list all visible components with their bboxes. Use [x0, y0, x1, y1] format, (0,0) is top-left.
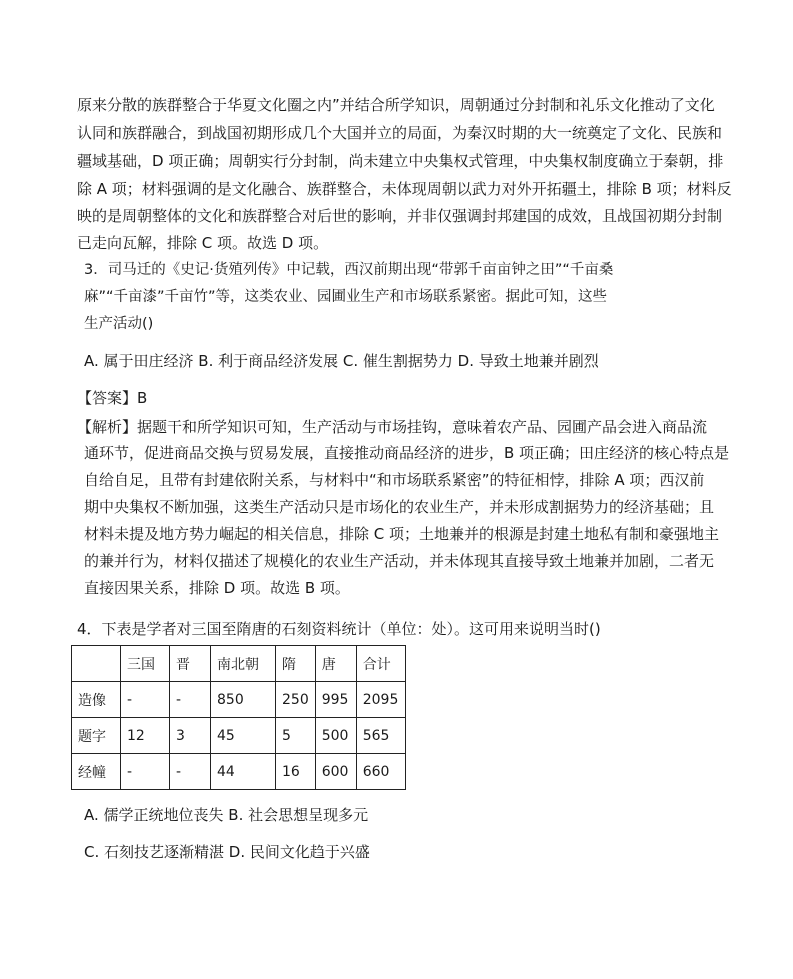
table-row-label: 题字 — [72, 718, 121, 754]
table-cell: - — [170, 754, 211, 790]
table-cell: 565 — [356, 718, 405, 754]
text-line: 原来分散的族群整合于华夏文化圈之内”并结合所学知识，周朝通过分封制和礼乐文化推动了文化 — [77, 96, 715, 114]
table-row-label: 造像 — [72, 682, 121, 718]
answer-key: 【答案】B — [77, 389, 148, 407]
text-line: 除 A 项；材料强调的是文化融合、族群整合，未体现周朝以武力对外开拓疆土，排除 B 项；材料反 — [77, 180, 732, 198]
answer-options: A. 属于田庄经济 B. 利于商品经济发展 C. 催生割据势力 D. 导致土地兼并剧烈 — [84, 352, 599, 370]
table-cell: 995 — [315, 682, 356, 718]
table-row — [72, 682, 406, 718]
table-cell: 44 — [211, 754, 276, 790]
table-header-row — [72, 646, 406, 682]
table-row-label: 经幢 — [72, 754, 121, 790]
question-stem: 生产活动() — [84, 316, 154, 332]
table-header-cell: 隋 — [276, 646, 316, 682]
text-line: 疆域基础，D 项正确；周朝实行分封制，尚未建立中央集权式管理，中央集权制度确立于秦朝，排 — [77, 152, 724, 170]
table-cell: 250 — [276, 682, 316, 718]
table-header-cell: 南北朝 — [211, 646, 276, 682]
table-cell: - — [121, 682, 170, 718]
table-cell: - — [121, 754, 170, 790]
table-cell: 3 — [170, 718, 211, 754]
table-cell: 2095 — [356, 682, 405, 718]
table-row — [72, 718, 406, 754]
table-header-cell: 晋 — [170, 646, 211, 682]
analysis-text: 自给自足，且带有封建依附关系，与材料中“和市场联系紧密”的特征相悖，排除 A 项；西汉前 — [84, 471, 705, 489]
answer-options: A. 儒学正统地位丧失 B. 社会思想呈现多元 — [84, 806, 369, 824]
table-header-cell — [72, 646, 121, 682]
analysis-text: 通环节，促进商品交换与贸易发展，直接推动商品经济的进步，B 项正确；田庄经济的核心特点是 — [84, 444, 730, 462]
table-cell: 850 — [211, 682, 276, 718]
table-header-cell: 合计 — [356, 646, 405, 682]
table-cell: 600 — [315, 754, 356, 790]
table-cell: - — [170, 682, 211, 718]
table-header-cell: 唐 — [315, 646, 356, 682]
table-cell: 660 — [356, 754, 405, 790]
analysis-text: 期中央集权不断加强，这类生产活动只是市场化的农业生产，并未形成割据势力的经济基础；且 — [84, 498, 715, 516]
table-cell: 500 — [315, 718, 356, 754]
text-line: 认同和族群融合，到战国初期形成几个大国并立的局面，为秦汉时期的大一统奠定了文化、民族和 — [77, 124, 723, 142]
analysis-text: 【解析】据题干和所学知识可知，生产活动与市场挂钩，意味着农产品、园圃产品会进入商品流 — [77, 418, 708, 436]
question-stem: 4．下表是学者对三国至隋唐的石刻资料统计（单位：处）。这可用来说明当时() — [77, 620, 601, 638]
table-cell: 45 — [211, 718, 276, 754]
text-line: 已走向瓦解，排除 C 项。故选 D 项。 — [77, 234, 329, 252]
analysis-text: 的兼并行为，材料仅描述了规模化的农业生产活动，并未体现其直接导致土地兼并加剧，二者无 — [84, 552, 715, 570]
table-cell: 12 — [121, 718, 170, 754]
stone-inscription-table — [71, 645, 406, 790]
text-line: 映的是周朝整体的文化和族群整合对后世的影响，并非仅强调封邦建国的成效，且战国初期分封制 — [77, 207, 723, 225]
table-cell: 5 — [276, 718, 316, 754]
question-stem: 麻”“千亩漆”千亩竹”等，这类农业、园圃业生产和市场联系紧密。据此可知，这些 — [84, 289, 608, 305]
analysis-text: 材料未提及地方势力崛起的相关信息，排除 C 项；土地兼并的根源是封建土地私有制和豪强地主 — [84, 525, 720, 543]
table-header-cell: 三国 — [121, 646, 170, 682]
analysis-text: 直接因果关系，排除 D 项。故选 B 项。 — [84, 579, 350, 597]
table-row — [72, 754, 406, 790]
answer-options: C. 石刻技艺逐渐精湛 D. 民间文化趋于兴盛 — [84, 843, 370, 861]
table-cell: 16 — [276, 754, 316, 790]
question-stem: 3．司马迁的《史记·货殖列传》中记载，西汉前期出现“带郭千亩亩钟之田”“千亩桑 — [84, 262, 614, 278]
